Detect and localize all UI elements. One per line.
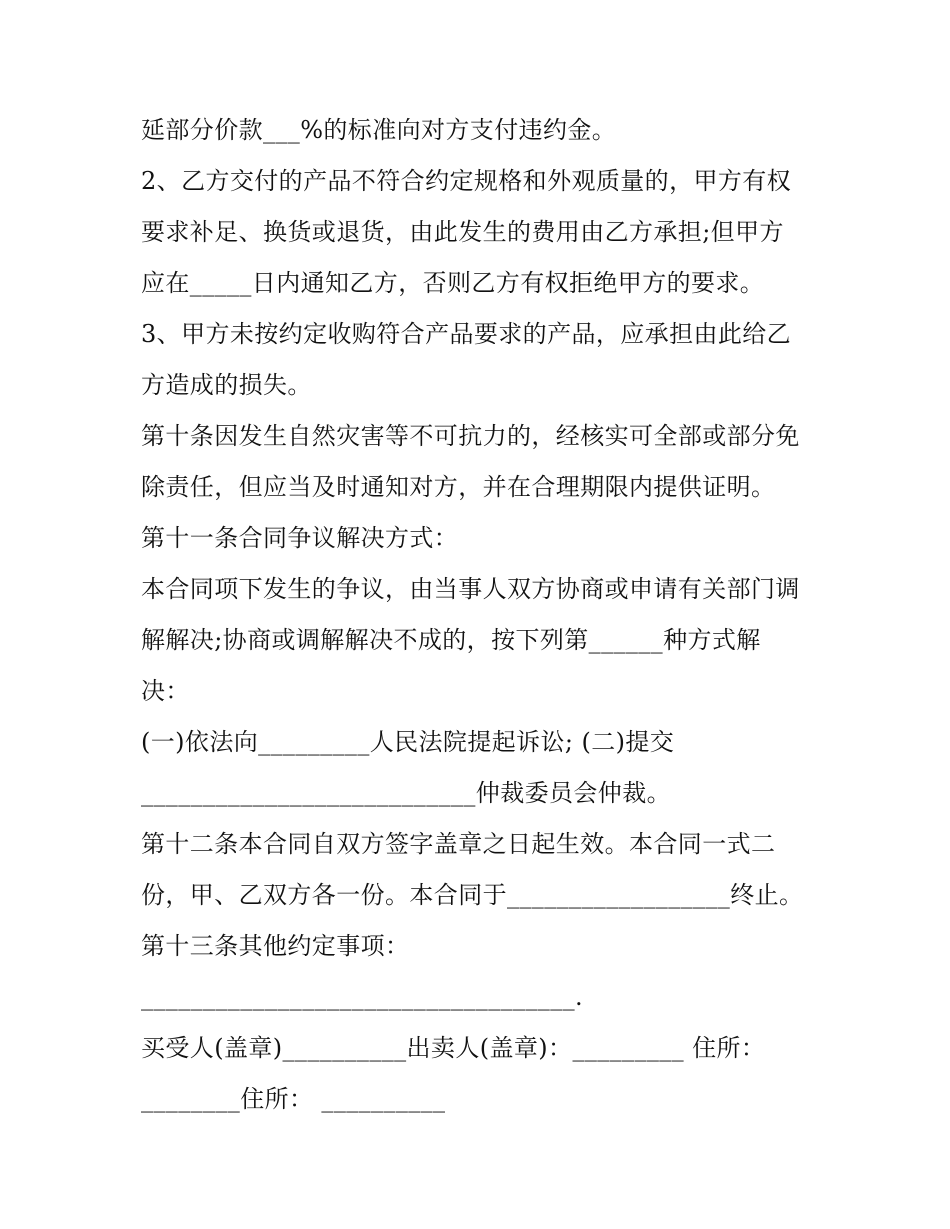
text-line: 解解决;协商或调解解决不成的，按下列第______种方式解 — [141, 626, 761, 654]
text-line: 本合同项下发生的争议，由当事人双方协商或申请有关部门调 — [141, 575, 800, 603]
text-line: 要求补足、换货或退货，由此发生的费用由乙方承担;但甲方 — [141, 218, 784, 246]
text-line: 决： — [141, 677, 190, 705]
text-line: 第十一条合同争议解决方式： — [141, 524, 459, 552]
text-line: ___________________________________. — [141, 983, 584, 1011]
text-line: 第十三条其他约定事项： — [141, 932, 410, 960]
text-line: 延部分价款___%的标准向对方支付违约金。 — [141, 116, 617, 144]
text-line: 第十条因发生自然灾害等不可抗力的，经核实可全部或部分免 — [141, 422, 800, 450]
text-line: 方造成的损失。 — [141, 371, 312, 399]
text-line: 2、乙方交付的产品不符合约定规格和外观质量的，甲方有权 — [141, 167, 792, 195]
text-line: (一)依法向_________人民法院提起诉讼; (二)提交 — [141, 728, 675, 756]
text-line: ___________________________仲裁委员会仲裁。 — [141, 779, 671, 807]
text-line: 第十二条本合同自双方签字盖章之日起生效。本合同一式二 — [141, 830, 776, 858]
document-body — [141, 105, 831, 1125]
text-line: 3、甲方未按约定收购符合产品要求的产品，应承担由此给乙 — [141, 320, 792, 348]
text-line: 应在_____日内通知乙方，否则乙方有权拒绝甲方的要求。 — [141, 269, 765, 297]
text-line: 买受人(盖章)__________出卖人(盖章)：_________ 住所： — [141, 1034, 766, 1062]
text-line: 份，甲、乙双方各一份。本合同于__________________终止。 — [141, 881, 804, 909]
text-line: ________住所： __________ — [141, 1085, 446, 1113]
text-line: 除责任，但应当及时通知对方，并在合理期限内提供证明。 — [141, 473, 776, 501]
